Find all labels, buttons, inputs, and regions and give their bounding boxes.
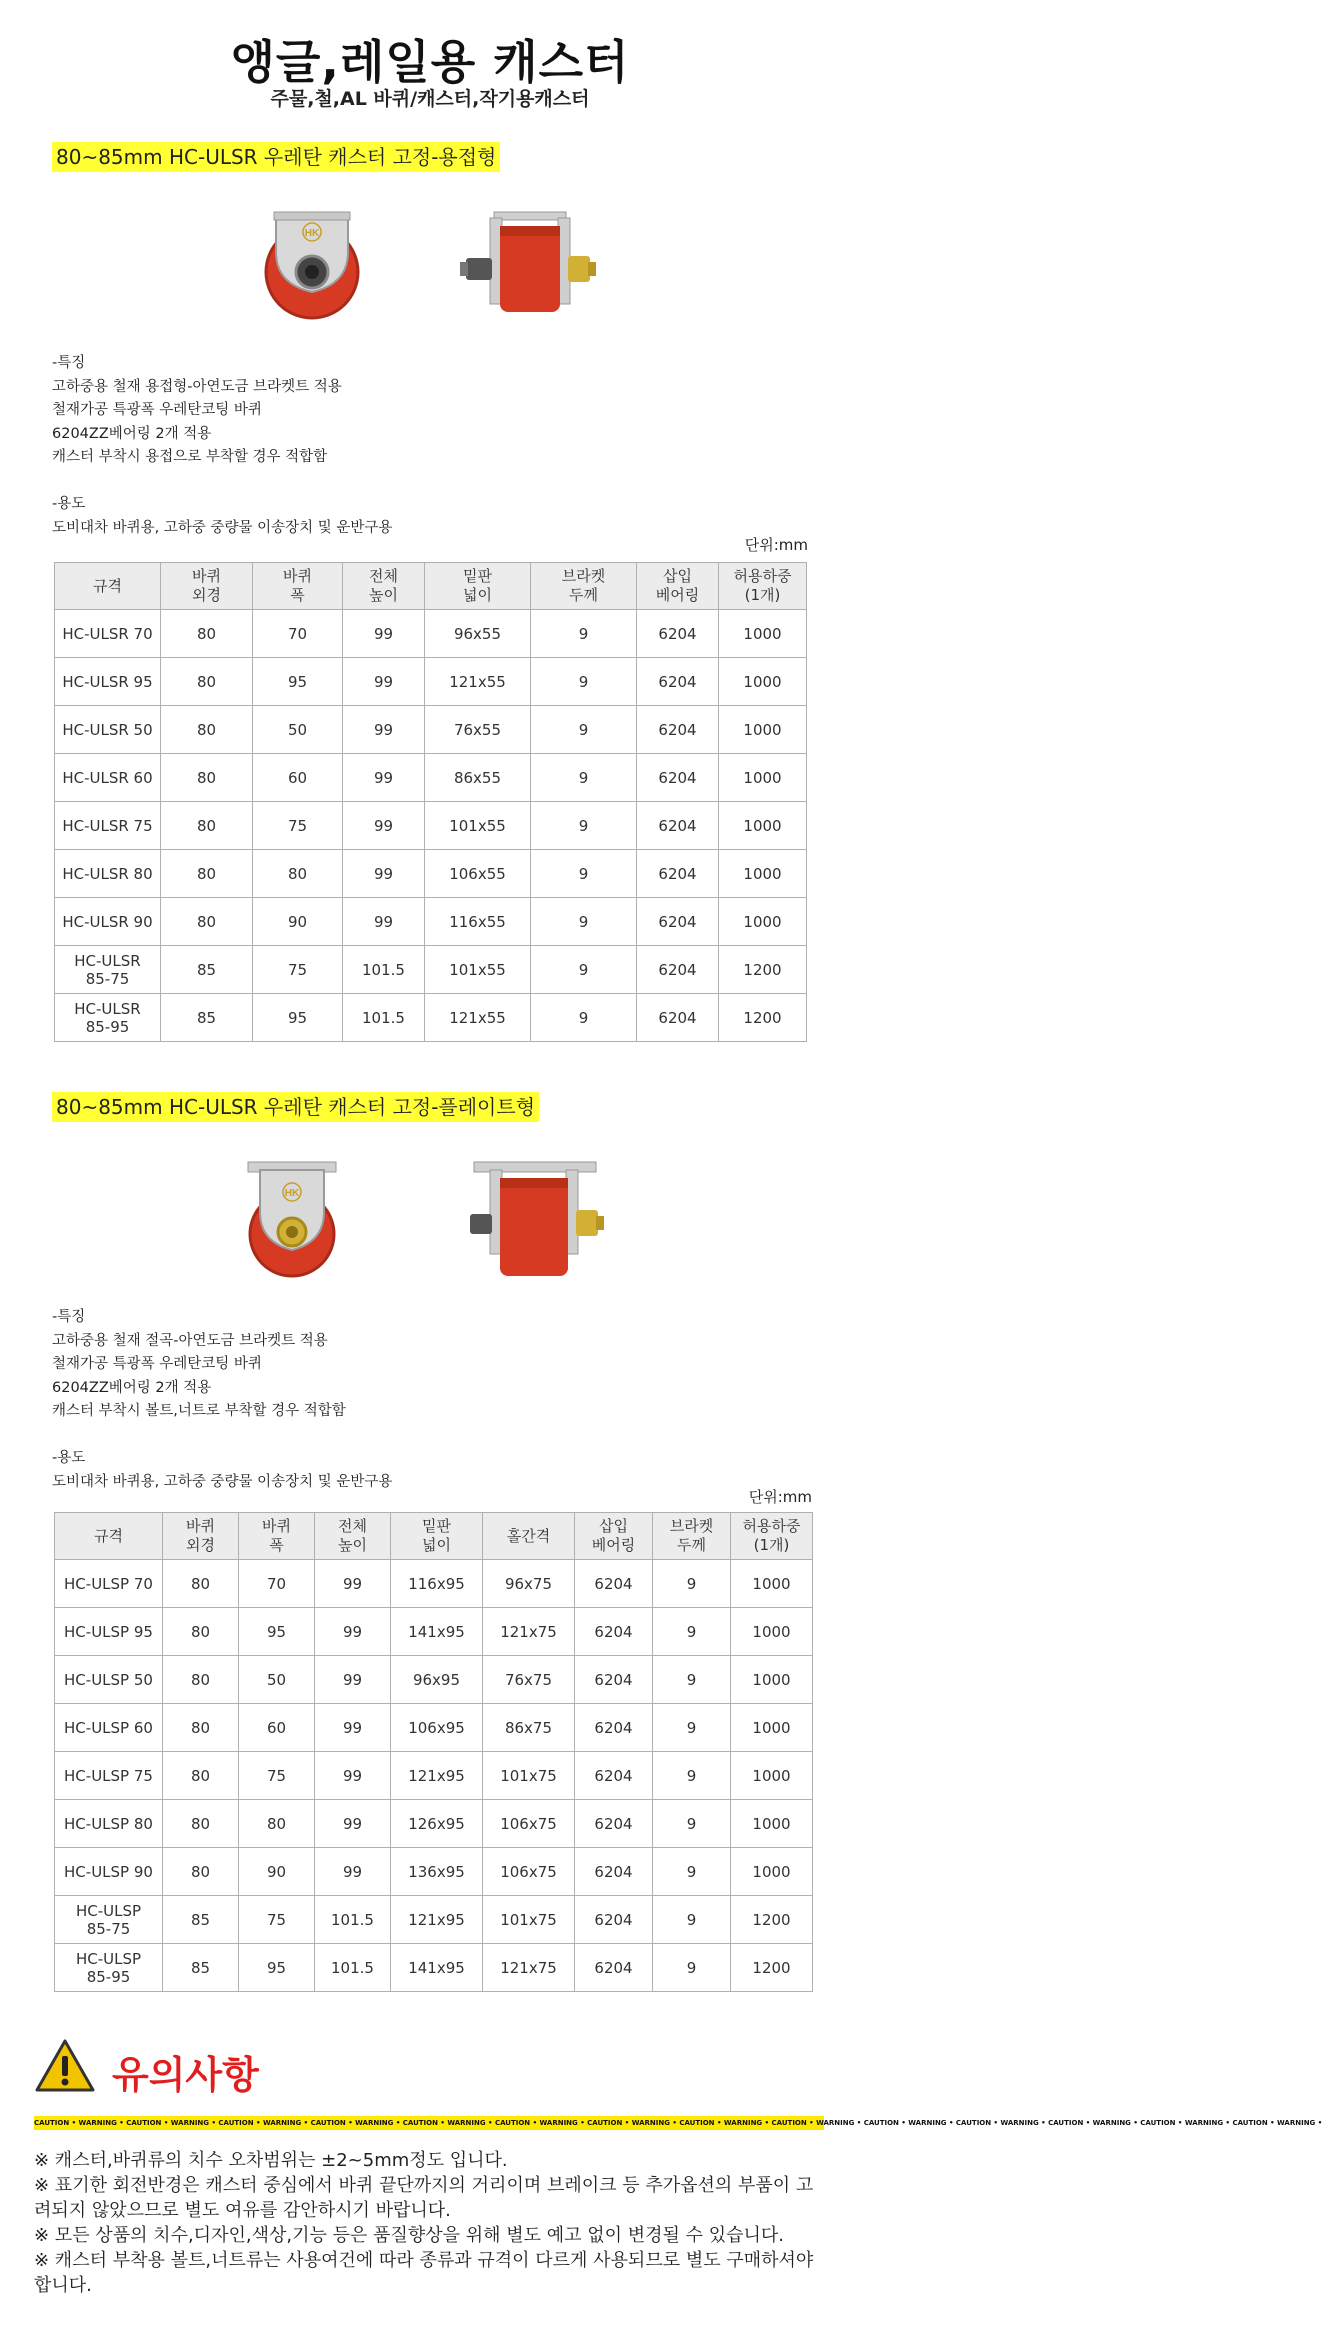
table-cell: 141x95	[391, 1944, 483, 1992]
table-cell: 95	[253, 994, 343, 1042]
table-cell: 85	[161, 994, 253, 1042]
caution-title: 유의사항	[112, 2053, 259, 2097]
table-cell: 6204	[575, 1752, 653, 1800]
model-cell: HC-ULSP 90	[55, 1848, 163, 1896]
note-line: ※ 캐스터 부착용 볼트,너트류는 사용여건에 따라 종류과 규격이 다르게 사용되므로 별도 구매하셔야 합니다.	[34, 2250, 814, 2296]
warning-strip-text: CAUTION • WARNING • CAUTION • WARNING • CAUTION • WARNING • CAUTION • WARNING • CAUTION • WARNING • CAUTION • WARNING • CAUTION • WARNING • CAUTION • WARNING • CAUTION • WARNING • CAUTION • WARNING • CAUTION • WARNING • CAUTION • WARNING • CAUTION • WARNING • CAUTION • WARNING •	[34, 2119, 1322, 2127]
model-cell: HC-ULSR 85-75	[55, 946, 161, 994]
table-cell: 101x55	[425, 946, 531, 994]
table-header-cell: 허용하중 (1개)	[719, 563, 807, 610]
table-cell: 99	[343, 658, 425, 706]
caster-plate-front-photo	[460, 1162, 610, 1280]
table-header-cell: 규격	[55, 1513, 163, 1560]
note-line: ※ 캐스터,바퀴류의 치수 오차범위는 ±2~5mm정도 입니다.	[34, 2150, 508, 2171]
table-header-cell: 브라켓 두께	[653, 1513, 731, 1560]
table-cell: 99	[343, 610, 425, 658]
table-cell: 80	[239, 1800, 315, 1848]
table-cell: 1000	[731, 1704, 813, 1752]
table-header-cell: 바퀴 외경	[163, 1513, 239, 1560]
table-cell: 96x55	[425, 610, 531, 658]
table-cell: 9	[653, 1944, 731, 1992]
table-cell: 80	[161, 706, 253, 754]
table-cell: 1000	[719, 898, 807, 946]
table-cell: 99	[315, 1704, 391, 1752]
table-cell: 6204	[575, 1848, 653, 1896]
table-cell: 80	[161, 610, 253, 658]
table-row	[55, 1656, 813, 1704]
table-cell: 1000	[719, 658, 807, 706]
model-cell: HC-ULSR 75	[55, 802, 161, 850]
model-cell: HC-ULSP 80	[55, 1800, 163, 1848]
table-cell: 76x75	[483, 1656, 575, 1704]
table-cell: 85	[161, 946, 253, 994]
table-cell: 76x55	[425, 706, 531, 754]
table-cell: 121x75	[483, 1608, 575, 1656]
table-cell: 9	[531, 994, 637, 1042]
table-cell: 99	[343, 706, 425, 754]
table-header-cell: 삽입 베어링	[637, 563, 719, 610]
section1-unit-label: 단위:mm	[744, 536, 808, 554]
table-cell: 101.5	[315, 1944, 391, 1992]
feature-line: -용도	[52, 1450, 86, 1466]
table-cell: 9	[653, 1800, 731, 1848]
table-cell: 9	[531, 610, 637, 658]
table-header-cell: 바퀴 폭	[253, 563, 343, 610]
table-header-cell: 전체 높이	[343, 563, 425, 610]
table-cell: 6204	[575, 1944, 653, 1992]
feature-line: 철재가공 특광폭 우레탄코팅 바퀴	[52, 1356, 262, 1372]
table-cell: 80	[163, 1560, 239, 1608]
table-header-row	[55, 563, 807, 610]
table-cell: 101x55	[425, 802, 531, 850]
table-cell: 1000	[719, 754, 807, 802]
table-cell: 6204	[637, 658, 719, 706]
table-cell: 80	[163, 1704, 239, 1752]
feature-line: 도비대차 바퀴용, 고하중 중량물 이송장치 및 운반구용	[52, 519, 393, 536]
table-cell: 116x55	[425, 898, 531, 946]
table-cell: 6204	[637, 994, 719, 1042]
table-cell: 90	[239, 1848, 315, 1896]
table-cell: 95	[253, 658, 343, 706]
table-cell: 1000	[719, 706, 807, 754]
table-cell: 80	[163, 1608, 239, 1656]
table-cell: 99	[315, 1848, 391, 1896]
table-cell: 99	[315, 1656, 391, 1704]
table-cell: 80	[163, 1656, 239, 1704]
table-cell: 6204	[637, 898, 719, 946]
model-cell: HC-ULSP 70	[55, 1560, 163, 1608]
table-cell: 1000	[719, 850, 807, 898]
table-cell: 95	[239, 1608, 315, 1656]
table-cell: 1000	[731, 1800, 813, 1848]
table-header-cell: 밑판 넓이	[391, 1513, 483, 1560]
table-header-row	[55, 1513, 813, 1560]
note-line: ※ 표기한 회전반경은 캐스터 중심에서 바퀴 끝단까지의 거리이며 브레이크 등 추가옵션의 부품이 고려되지 않았으므로 별도 여유를 감안하시기 바랍니다.	[34, 2175, 814, 2221]
feature-line: 캐스터 부착시 용접으로 부착할 경우 적합함	[52, 449, 328, 465]
table-cell: 85	[163, 1896, 239, 1944]
page-title: 앵글,레일용 캐스터	[230, 35, 630, 89]
feature-line: 고하중용 철재 절곡-아연도금 브라켓트 적용	[52, 1332, 328, 1349]
table-cell: 1000	[731, 1560, 813, 1608]
note-line: ※ 모든 상품의 치수,디자인,색상,기능 등은 품질향상을 위해 별도 예고 없이 변경될 수 있습니다.	[34, 2225, 784, 2246]
table-cell: 121x75	[483, 1944, 575, 1992]
caution-notes	[34, 2148, 824, 2298]
table-cell: 1000	[731, 1848, 813, 1896]
table-cell: 99	[315, 1560, 391, 1608]
table-cell: 80	[163, 1848, 239, 1896]
caster-weld-front-photo	[460, 212, 600, 316]
table-cell: 99	[315, 1608, 391, 1656]
table-row	[55, 802, 807, 850]
table-cell: 9	[531, 658, 637, 706]
table-cell: 6204	[637, 610, 719, 658]
caster-weld-side-photo	[262, 212, 362, 324]
table-cell: 6204	[637, 850, 719, 898]
table-cell: 1000	[731, 1608, 813, 1656]
table-cell: 101.5	[315, 1896, 391, 1944]
table-row	[55, 658, 807, 706]
table-row	[55, 994, 807, 1042]
table-cell: 1200	[719, 994, 807, 1042]
table-cell: 9	[531, 898, 637, 946]
table-header-cell: 삽입 베어링	[575, 1513, 653, 1560]
model-cell: HC-ULSP 75	[55, 1752, 163, 1800]
table-cell: 6204	[575, 1800, 653, 1848]
table-cell: 9	[531, 946, 637, 994]
section1-spec-table	[54, 562, 807, 1042]
feature-line: 6204ZZ베어링 2개 적용	[52, 425, 212, 442]
table-cell: 1200	[719, 946, 807, 994]
table-cell: 1000	[731, 1656, 813, 1704]
table-cell: 9	[653, 1848, 731, 1896]
table-cell: 75	[239, 1896, 315, 1944]
feature-line: 6204ZZ베어링 2개 적용	[52, 1379, 212, 1396]
caution-warning-strip	[34, 2116, 1322, 2130]
table-header-cell: 바퀴 외경	[161, 563, 253, 610]
table-cell: 6204	[575, 1608, 653, 1656]
model-cell: HC-ULSR 85-95	[55, 994, 161, 1042]
table-cell: 50	[253, 706, 343, 754]
table-cell: 99	[343, 898, 425, 946]
model-cell: HC-ULSR 95	[55, 658, 161, 706]
table-cell: 80	[161, 898, 253, 946]
table-row	[55, 1896, 813, 1944]
table-row	[55, 754, 807, 802]
table-row	[55, 1944, 813, 1992]
table-header-cell: 밑판 넓이	[425, 563, 531, 610]
table-cell: 6204	[575, 1656, 653, 1704]
feature-line: -용도	[52, 496, 86, 512]
table-cell: 9	[531, 802, 637, 850]
section2-unit-label: 단위:mm	[748, 1488, 812, 1506]
table-row	[55, 610, 807, 658]
table-cell: 80	[253, 850, 343, 898]
table-cell: 6204	[637, 946, 719, 994]
table-cell: 106x75	[483, 1848, 575, 1896]
table-cell: 9	[653, 1896, 731, 1944]
table-row	[55, 1848, 813, 1896]
model-cell: HC-ULSR 70	[55, 610, 161, 658]
table-cell: 85	[163, 1944, 239, 1992]
table-cell: 60	[253, 754, 343, 802]
model-cell: HC-ULSP 50	[55, 1656, 163, 1704]
table-cell: 80	[161, 754, 253, 802]
bracket-logo: HK	[284, 1188, 300, 1199]
model-cell: HC-ULSP 85-75	[55, 1896, 163, 1944]
table-cell: 9	[653, 1560, 731, 1608]
table-cell: 136x95	[391, 1848, 483, 1896]
table-cell: 99	[315, 1752, 391, 1800]
table-cell: 99	[343, 850, 425, 898]
table-cell: 86x75	[483, 1704, 575, 1752]
table-cell: 70	[253, 610, 343, 658]
table-cell: 126x95	[391, 1800, 483, 1848]
table-header-cell: 허용하중 (1개)	[731, 1513, 813, 1560]
table-cell: 101x75	[483, 1896, 575, 1944]
table-cell: 96x75	[483, 1560, 575, 1608]
table-row	[55, 706, 807, 754]
table-cell: 96x95	[391, 1656, 483, 1704]
table-header-cell: 브라켓 두께	[531, 563, 637, 610]
table-cell: 121x95	[391, 1752, 483, 1800]
table-header-cell: 홀간격	[483, 1513, 575, 1560]
table-cell: 101.5	[343, 994, 425, 1042]
table-cell: 1000	[719, 610, 807, 658]
table-header-cell: 규격	[55, 563, 161, 610]
table-cell: 106x55	[425, 850, 531, 898]
table-cell: 6204	[637, 706, 719, 754]
table-cell: 80	[163, 1800, 239, 1848]
table-cell: 9	[653, 1704, 731, 1752]
table-row	[55, 1608, 813, 1656]
section1-heading: 80~85mm HC-ULSR 우레탄 캐스터 고정-용접형	[52, 142, 500, 172]
page-subtitle: 주물,철,AL 바퀴/캐스터,작기용캐스터	[270, 88, 590, 110]
model-cell: HC-ULSR 50	[55, 706, 161, 754]
table-cell: 101.5	[343, 946, 425, 994]
bracket-logo: HK	[304, 228, 320, 239]
table-cell: 9	[531, 754, 637, 802]
table-cell: 99	[343, 802, 425, 850]
table-cell: 6204	[637, 802, 719, 850]
table-row	[55, 1560, 813, 1608]
table-cell: 9	[531, 706, 637, 754]
table-cell: 75	[253, 802, 343, 850]
section2-features	[52, 1306, 392, 1494]
model-cell: HC-ULSR 90	[55, 898, 161, 946]
table-cell: 50	[239, 1656, 315, 1704]
feature-line: 철재가공 특광폭 우레탄코팅 바퀴	[52, 402, 262, 418]
table-cell: 121x95	[391, 1896, 483, 1944]
table-row	[55, 1704, 813, 1752]
table-cell: 6204	[637, 754, 719, 802]
feature-line: 도비대차 바퀴용, 고하중 중량물 이송장치 및 운반구용	[52, 1473, 393, 1490]
table-cell: 75	[253, 946, 343, 994]
table-cell: 141x95	[391, 1608, 483, 1656]
table-cell: 1000	[719, 802, 807, 850]
feature-line: 캐스터 부착시 볼트,너트로 부착할 경우 적합함	[52, 1403, 346, 1419]
feature-line	[52, 1424, 392, 1448]
feature-line: 고하중용 철재 용접형-아연도금 브라켓트 적용	[52, 378, 342, 395]
table-cell: 121x55	[425, 994, 531, 1042]
table-cell: 1200	[731, 1896, 813, 1944]
table-cell: 75	[239, 1752, 315, 1800]
table-header-cell: 바퀴 폭	[239, 1513, 315, 1560]
table-cell: 6204	[575, 1896, 653, 1944]
table-cell: 9	[653, 1656, 731, 1704]
section1-features	[52, 352, 392, 540]
table-cell: 70	[239, 1560, 315, 1608]
table-row	[55, 1800, 813, 1848]
table-cell: 6204	[575, 1560, 653, 1608]
table-cell: 1000	[731, 1752, 813, 1800]
warning-triangle-icon	[34, 2038, 96, 2094]
model-cell: HC-ULSP 85-95	[55, 1944, 163, 1992]
table-row	[55, 898, 807, 946]
table-cell: 95	[239, 1944, 315, 1992]
table-row	[55, 850, 807, 898]
table-cell: 106x95	[391, 1704, 483, 1752]
model-cell: HC-ULSR 60	[55, 754, 161, 802]
table-cell: 9	[653, 1608, 731, 1656]
table-cell: 106x75	[483, 1800, 575, 1848]
table-cell: 99	[315, 1800, 391, 1848]
section2-spec-table	[54, 1512, 813, 1992]
table-header-cell: 전체 높이	[315, 1513, 391, 1560]
table-cell: 116x95	[391, 1560, 483, 1608]
table-cell: 80	[163, 1752, 239, 1800]
table-row	[55, 946, 807, 994]
table-cell: 86x55	[425, 754, 531, 802]
model-cell: HC-ULSR 80	[55, 850, 161, 898]
caster-plate-side-photo	[242, 1162, 342, 1280]
section2-heading: 80~85mm HC-ULSR 우레탄 캐스터 고정-플레이트형	[52, 1092, 539, 1122]
model-cell: HC-ULSP 95	[55, 1608, 163, 1656]
table-cell: 121x55	[425, 658, 531, 706]
feature-line	[52, 470, 392, 494]
table-cell: 101x75	[483, 1752, 575, 1800]
table-cell: 80	[161, 658, 253, 706]
table-cell: 80	[161, 850, 253, 898]
table-cell: 80	[161, 802, 253, 850]
table-cell: 60	[239, 1704, 315, 1752]
feature-line: -특징	[52, 1309, 86, 1325]
table-cell: 6204	[575, 1704, 653, 1752]
table-cell: 9	[531, 850, 637, 898]
table-cell: 90	[253, 898, 343, 946]
feature-line: -특징	[52, 355, 86, 371]
model-cell: HC-ULSP 60	[55, 1704, 163, 1752]
table-cell: 99	[343, 754, 425, 802]
table-cell: 1200	[731, 1944, 813, 1992]
table-row	[55, 1752, 813, 1800]
table-cell: 9	[653, 1752, 731, 1800]
